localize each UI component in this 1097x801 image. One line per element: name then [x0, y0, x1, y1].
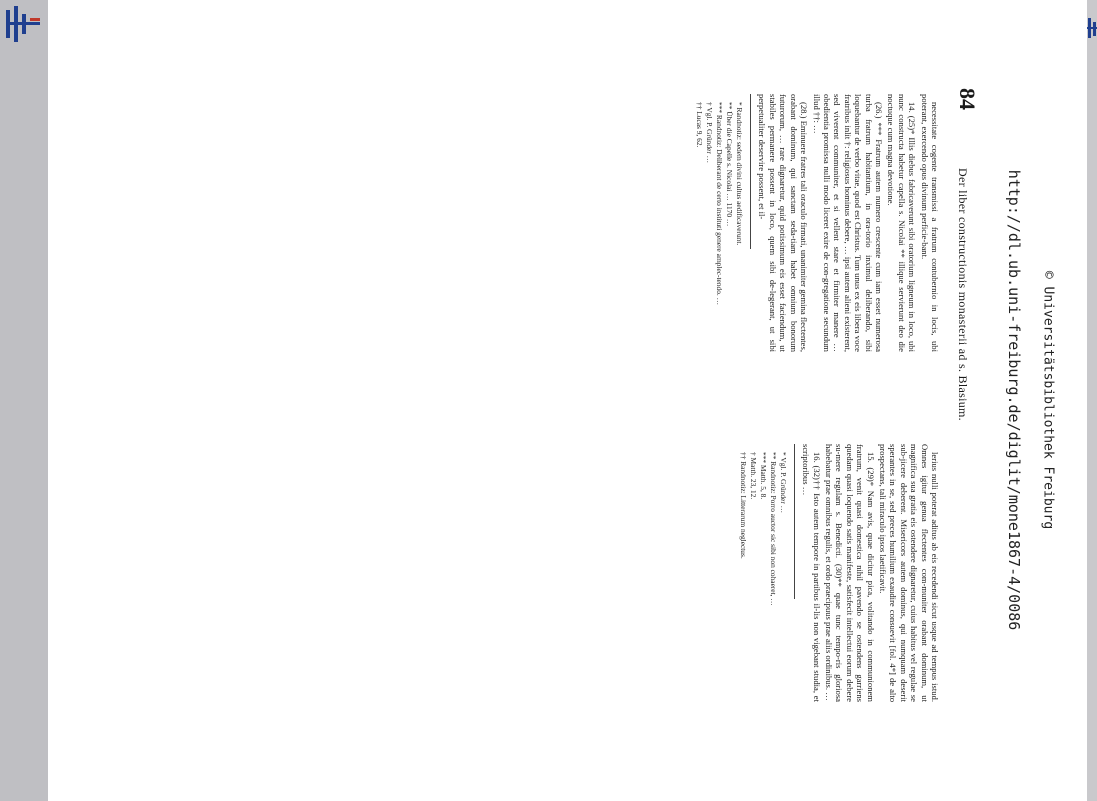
source-url[interactable]: http://dl.ub.uni-freiburg.de/diglit/mone1867-4/0086	[1005, 169, 1023, 631]
left-margin-strip	[0, 0, 48, 801]
running-title: Der liber constructionis monasterii ad s. Blasium.	[956, 168, 970, 421]
page-body	[168, 88, 978, 708]
right-paragraph: 16. (32)†† Isto autem tempore in partibus il-lis non vigebant studia, et scriptoribus …	[801, 444, 822, 702]
library-logo-small-icon	[1087, 18, 1097, 40]
footnote: † Matth. 23, 12.	[748, 452, 758, 500]
right-margin-strip	[1087, 0, 1097, 801]
footnote: †† Randnotiz: Litterarum neglectus.	[738, 452, 748, 559]
footnote: ** Randnotiz: Porro auctor sic sibi non cohaeret, …	[768, 452, 778, 606]
footnote: *** Randnotiz: Deliberant de certo instituti genere amplec-tendo. …	[715, 102, 725, 305]
left-paragraph: necessitate cogente transmissi a fratrum contubernio in locis, ubi poterant, exercendo opus divinum perficie-bant.	[919, 94, 940, 352]
left-footnotes	[695, 94, 744, 352]
rotated-page	[168, 88, 978, 708]
left-paragraph: 14. (25)* Illis diebus fabricaverunt sibi oratorium ligneum in loco, ubi nunc constructa habetur capella s. Nicolai ** illique servierunt deo die noctuque cum magna devotione.	[886, 94, 918, 352]
page-number: 84	[955, 88, 980, 110]
library-logo-icon	[6, 6, 42, 46]
footnote: * Randnotiz: sedem divini cultus aedificaverunt.	[735, 102, 745, 246]
footnote: * Vgl. P. Gründer …	[778, 452, 788, 514]
left-paragraph: (28.) Eminuere fratres tali oraculo firmati, unanimiter gemina flectentes, orabant dominum, qui sanctam seda-tiam habet omnium bonorum futurorum, … rare dignaretur, quid potissimum eis esset faciendum, ut stabiles permanere possent in loco, quem sibi de-legerant, ut sibi perpetualiter deservire possent, et il-	[757, 94, 810, 352]
footnote: ** Über die Capelle s. Nicolai … 1170 …	[725, 102, 735, 227]
footnote-divider	[750, 94, 751, 249]
copyright-notice: © Universitätsbibliothek Freiburg	[1040, 270, 1056, 530]
footnote: *** Matth. 5, 8.	[758, 452, 768, 500]
footnote-divider	[794, 444, 795, 599]
right-paragraph: 15. (29)* Nam avis, quae dicitur pica, volitando in communionem fratrum, venit quasi domestica nihil pavendo se ostendens garriens quedam quasi loquendo satis manifeste, satisfecit intellectui eorum debere su-mere regulam s. Benedicti. (30)** quae tunc tempo-ris gloriosa habebatur prae omnibus regulis, et ordo praecipuus prae aliis ordinibus. …	[823, 444, 876, 702]
left-column	[694, 94, 940, 352]
running-head	[948, 88, 978, 708]
right-footnotes	[739, 444, 788, 702]
footnote: †† Lucas 9, 62.	[695, 102, 705, 148]
right-paragraph: lerius nulli poterat aditus ab eis recedendi sicut usque ad tempus istud. Omnes igitur genua flectentes com-muniter orabant dominum, ut magnifica sua gratia eis ostendere dignaretur, cuius habitus vel regulae se sub-jicere deberent. Misericors autem dominus, qui numquam deserit sperantes in se, sed preces humilium exaudire consuevit [fol. 4*] de alto prospectans, tali miraculo ipsos laetificavit.	[877, 444, 940, 702]
left-paragraph: (26.) *** Fratrum autem numero crescente cum iam esset numerosa turba fratrum habitantium, in ora-torio inximul deliberando, sibi loquebantur de verbo vitae, quod est Christus. Tum unus ex eis libera voce fratribus inlit †: religiosus hominus debere, … ipsi autem alieni existerent, sed viverent communiter, et si vellent stare et firmiter manere … obedientia promissa nulli modo liceret exire de con-gregatione secundum illud ††: …	[811, 94, 884, 352]
right-column	[738, 444, 940, 702]
footnote: † Vgl. P. Gründer …	[705, 102, 715, 164]
